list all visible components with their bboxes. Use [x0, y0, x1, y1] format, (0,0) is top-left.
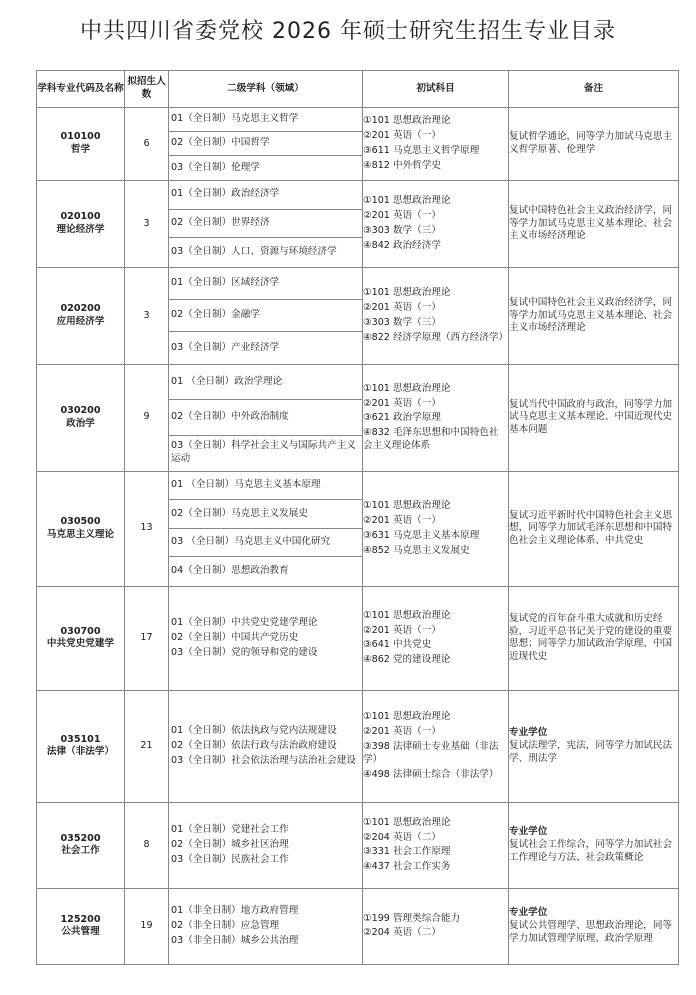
notes-cell: [509, 471, 679, 586]
subdiscipline-item: 03（全日制）人口、资源与环境经济学: [171, 246, 337, 258]
enrollment-count: 21: [125, 690, 169, 802]
table-body: [37, 108, 679, 965]
program-name: 政治学: [66, 417, 95, 429]
subdiscipline-list: [169, 821, 362, 870]
subdiscipline-item: 02（全日制）金融学: [169, 300, 362, 332]
header-subdiscipline: 二级学科（领域）: [169, 71, 363, 108]
note-text: 复试哲学通论，同等学力加试马克思主义哲学原著、伦理学: [509, 131, 673, 155]
enrollment-count: 9: [125, 364, 169, 471]
program-code-cell: [37, 108, 125, 181]
program-code: 030200: [60, 405, 101, 417]
exam-subject: ③621 政治学原理: [363, 412, 441, 424]
exam-subject: ④822 经济学原理（西方经济学）: [363, 331, 509, 343]
note-text: 复试中国特色社会主义政治经济学，同等学力加试马克思主义基本理论、社会主义市场经济理论: [509, 296, 673, 334]
page-title: 中共四川省委党校 2026 年硕士研究生招生专业目录: [80, 19, 616, 44]
program-code: 030500: [60, 516, 101, 528]
notes-cell: [509, 802, 679, 888]
exam-subject: ①101 思想政治理论: [363, 287, 451, 299]
note-text: 复试法理学，宪法，同等学力加试民法学、刑法学: [509, 739, 673, 764]
subdiscipline-item: 01（全日制）马克思主义哲学: [169, 108, 362, 132]
program-code-cell: [37, 802, 125, 888]
exam-subject: ③631 马克思主义基本原理: [363, 529, 480, 541]
exam-subject: ①101 思想政治理论: [363, 195, 451, 207]
exam-subject: ④437 社会工作实务: [363, 861, 451, 873]
notes-cell: [509, 690, 679, 802]
program-code-cell: [37, 888, 125, 964]
subdiscipline-cell: [169, 690, 363, 802]
exam-subjects-cell: [363, 108, 509, 181]
program-name: 法律（非法学）: [46, 746, 115, 758]
exam-subject: ④832 毛泽东思想和中国特色社会主义理论体系: [363, 427, 499, 452]
table-row: [37, 181, 679, 268]
table-row: [37, 471, 679, 586]
program-code: 010100: [60, 131, 101, 143]
exam-subjects-cell: [363, 267, 509, 364]
enrollment-count: 3: [125, 181, 169, 268]
exam-subject: ③331 社会工作原理: [363, 846, 451, 858]
exam-subject: ③398 法律硕士专业基础（非法学）: [363, 740, 499, 765]
enrollment-count: 17: [125, 586, 169, 690]
enrollment-count: 8: [125, 802, 169, 888]
exam-subjects-cell: [363, 802, 509, 888]
subdiscipline-cell: [169, 802, 363, 888]
table-row: [37, 364, 679, 471]
enrollment-count: 13: [125, 471, 169, 586]
subdiscipline-item: 01（非全日制）地方政府管理: [171, 905, 299, 917]
subdiscipline-item: 01（全日制）党建社会工作: [171, 824, 289, 836]
subdiscipline-item: 01（全日制）中共党史党建学理论: [171, 617, 318, 629]
subdiscipline-item: 02（非全日制）应急管理: [171, 919, 280, 931]
enrollment-count: 6: [125, 108, 169, 181]
subdiscipline-item: 02（全日制）中国共产党历史: [171, 631, 299, 643]
exam-subject: ③303 数学（三）: [363, 224, 441, 236]
table-row: [37, 802, 679, 888]
program-code: 020200: [60, 303, 101, 315]
subdiscipline-item: 03（全日制）伦理学: [171, 161, 260, 173]
subdiscipline-item: 02（全日制）中外政治制度: [169, 400, 362, 435]
subdiscipline-item: 03（全日制）党的领导和党的建设: [171, 646, 318, 658]
subdiscipline-item: 01（全日制）依法执政与党内法规建设: [171, 725, 337, 737]
program-code-cell: [37, 364, 125, 471]
subdiscipline-item: 03（全日制）社会依法治理与法治社会建设: [171, 754, 356, 766]
subdiscipline-item: 01 （全日制）政治学理论: [169, 365, 362, 400]
note-text: 复试党的百年奋斗重大成就和历史经验，习近平总书记关于党的建设的重要思想；同等学力加试政治学原理、中国近现代史: [509, 612, 673, 663]
notes-cell: [509, 586, 679, 690]
subdiscipline-item: 03（全日制）科学社会主义与国际共产主义运动: [171, 440, 356, 465]
exam-subject: ③641 中共党史: [363, 639, 432, 651]
header-count: 拟招生人数: [125, 71, 169, 108]
note-text: 复试公共管理学、思想政治理论，同等学力加试管理学原理、政治学原理: [509, 919, 673, 944]
notes-cell: [509, 267, 679, 364]
program-code-cell: [37, 690, 125, 802]
exam-subject: ②201 英语（一）: [363, 302, 441, 314]
subdiscipline-item: 01（全日制）区域经济学: [169, 268, 362, 300]
table-row: [37, 267, 679, 364]
program-name: 中共党史党建学: [46, 638, 115, 650]
header-exams: 初试科目: [363, 71, 509, 108]
exam-subject: ②201 英语（一）: [363, 624, 441, 636]
subdiscipline-cell: [169, 181, 363, 268]
subdiscipline-item: 01 （全日制）马克思主义基本原理: [169, 472, 362, 501]
exam-subject: ④862 党的建设理论: [363, 654, 451, 666]
exam-subject: ②201 英语（一）: [363, 210, 441, 222]
subdiscipline-cell: [169, 108, 363, 181]
subdiscipline-list: [169, 902, 362, 951]
table-row: [37, 108, 679, 181]
subdiscipline-item: 03（全日制）民族社会工作: [171, 853, 289, 865]
program-code: 020100: [60, 211, 101, 223]
degree-type-label: 专业学位: [509, 826, 548, 838]
note-text: 复试当代中国政府与政治，同等学力加试马克思主义基本理论、中国近现代史基本问题: [509, 398, 673, 436]
exam-subject: ③303 数学（三）: [363, 316, 441, 328]
program-code-cell: [37, 267, 125, 364]
note-text: 复试中国特色社会主义政治经济学，同等学力加试马克思主义基本理论、社会主义市场经济理论: [509, 204, 673, 242]
subdiscipline-cell: [169, 586, 363, 690]
program-name: 马克思主义理论: [46, 528, 115, 540]
exam-subjects-cell: [363, 690, 509, 802]
exam-subject: ④812 中外哲学史: [363, 159, 441, 171]
subdiscipline-item: 02（全日制）马克思主义发展史: [169, 500, 362, 529]
program-code-cell: [37, 586, 125, 690]
subdiscipline-item: 01（全日制）政治经济学: [169, 181, 362, 210]
notes-cell: [509, 108, 679, 181]
program-name: 应用经济学: [56, 315, 105, 327]
exam-subject: ②201 英语（一）: [363, 726, 441, 738]
subdiscipline-item: 03 （全日制）马克思主义中国化研究: [169, 529, 362, 558]
exam-subject: ①101 思想政治理论: [363, 711, 451, 723]
program-code-cell: [37, 181, 125, 268]
table-row: [37, 586, 679, 690]
program-code: 030700: [60, 625, 101, 637]
notes-cell: [509, 181, 679, 268]
header-code: 学科专业代码及名称: [37, 71, 125, 108]
exam-subjects-cell: [363, 471, 509, 586]
header-notes: 备注: [509, 71, 679, 108]
program-name: 哲学: [70, 144, 91, 155]
notes-cell: [509, 364, 679, 471]
subdiscipline-cell: [169, 471, 363, 586]
enrollment-count: 3: [125, 267, 169, 364]
subdiscipline-list: [169, 722, 362, 771]
subdiscipline-item: 02（全日制）中国哲学: [169, 132, 362, 156]
exam-subject: ③611 马克思主义哲学原理: [363, 145, 480, 156]
exam-subject: ②201 英语（一）: [363, 515, 441, 527]
exam-subject: ②204 英语（二）: [363, 831, 441, 843]
exam-subjects-cell: [363, 888, 509, 964]
subdiscipline-item: 02（全日制）城乡社区治理: [171, 838, 289, 850]
subdiscipline-item: 02（全日制）依法行政与法治政府建设: [171, 739, 337, 751]
enrollment-count: 19: [125, 888, 169, 964]
program-code: 035200: [60, 832, 101, 844]
exam-subject: ①101 思想政治理论: [363, 500, 451, 512]
program-code: 125200: [60, 913, 101, 925]
exam-subject: ①101 思想政治理论: [363, 382, 451, 394]
exam-subject: ②204 英语（二）: [363, 927, 441, 939]
exam-subject: ①101 思想政治理论: [363, 816, 451, 828]
subdiscipline-cell: [169, 888, 363, 964]
exam-subject: ④498 法律硕士综合（非法学）: [363, 768, 499, 780]
table-row: [37, 690, 679, 802]
degree-type-label: 专业学位: [509, 727, 548, 739]
subdiscipline-item: 02（全日制）世界经济: [169, 210, 362, 239]
table-header-row: [37, 71, 679, 108]
subdiscipline-item: 03（全日制）产业经济学: [171, 341, 280, 353]
subdiscipline-cell: [169, 267, 363, 364]
exam-subject: ①101 思想政治理论: [363, 115, 451, 127]
program-name: 理论经济学: [56, 223, 105, 235]
subdiscipline-item: 03（非全日制）城乡公共治理: [171, 934, 299, 946]
program-name: 公共管理: [61, 926, 100, 938]
program-code-cell: [37, 471, 125, 586]
subdiscipline-list: [169, 614, 362, 663]
program-catalog-table: [36, 70, 679, 965]
exam-subjects-cell: [363, 586, 509, 690]
note-text: 复试社会工作综合，同等学力加试社会工作理论与方法、社会政策概论: [509, 838, 673, 863]
subdiscipline-item: 04（全日制）思想政治教育: [171, 565, 289, 577]
note-text: 复试习近平新时代中国特色社会主义思想，同等学力加试毛泽东思想和中国特色社会主义理论体系、中共党史: [509, 509, 673, 547]
degree-type-label: 专业学位: [509, 907, 548, 919]
exam-subject: ①101 思想政治理论: [363, 609, 451, 621]
exam-subject: ②201 英语（一）: [363, 397, 441, 409]
program-name: 社会工作: [61, 845, 100, 857]
exam-subjects-cell: [363, 181, 509, 268]
subdiscipline-cell: [169, 364, 363, 471]
program-code: 035101: [60, 733, 101, 745]
exam-subject: ①199 管理类综合能力: [363, 912, 461, 924]
exam-subject: ④852 马克思主义发展史: [363, 544, 470, 556]
table-row: [37, 888, 679, 964]
exam-subjects-cell: [363, 364, 509, 471]
notes-cell: [509, 888, 679, 964]
exam-subject: ④842 政治经济学: [363, 239, 441, 251]
exam-subject: ②201 英语（一）: [363, 130, 441, 142]
